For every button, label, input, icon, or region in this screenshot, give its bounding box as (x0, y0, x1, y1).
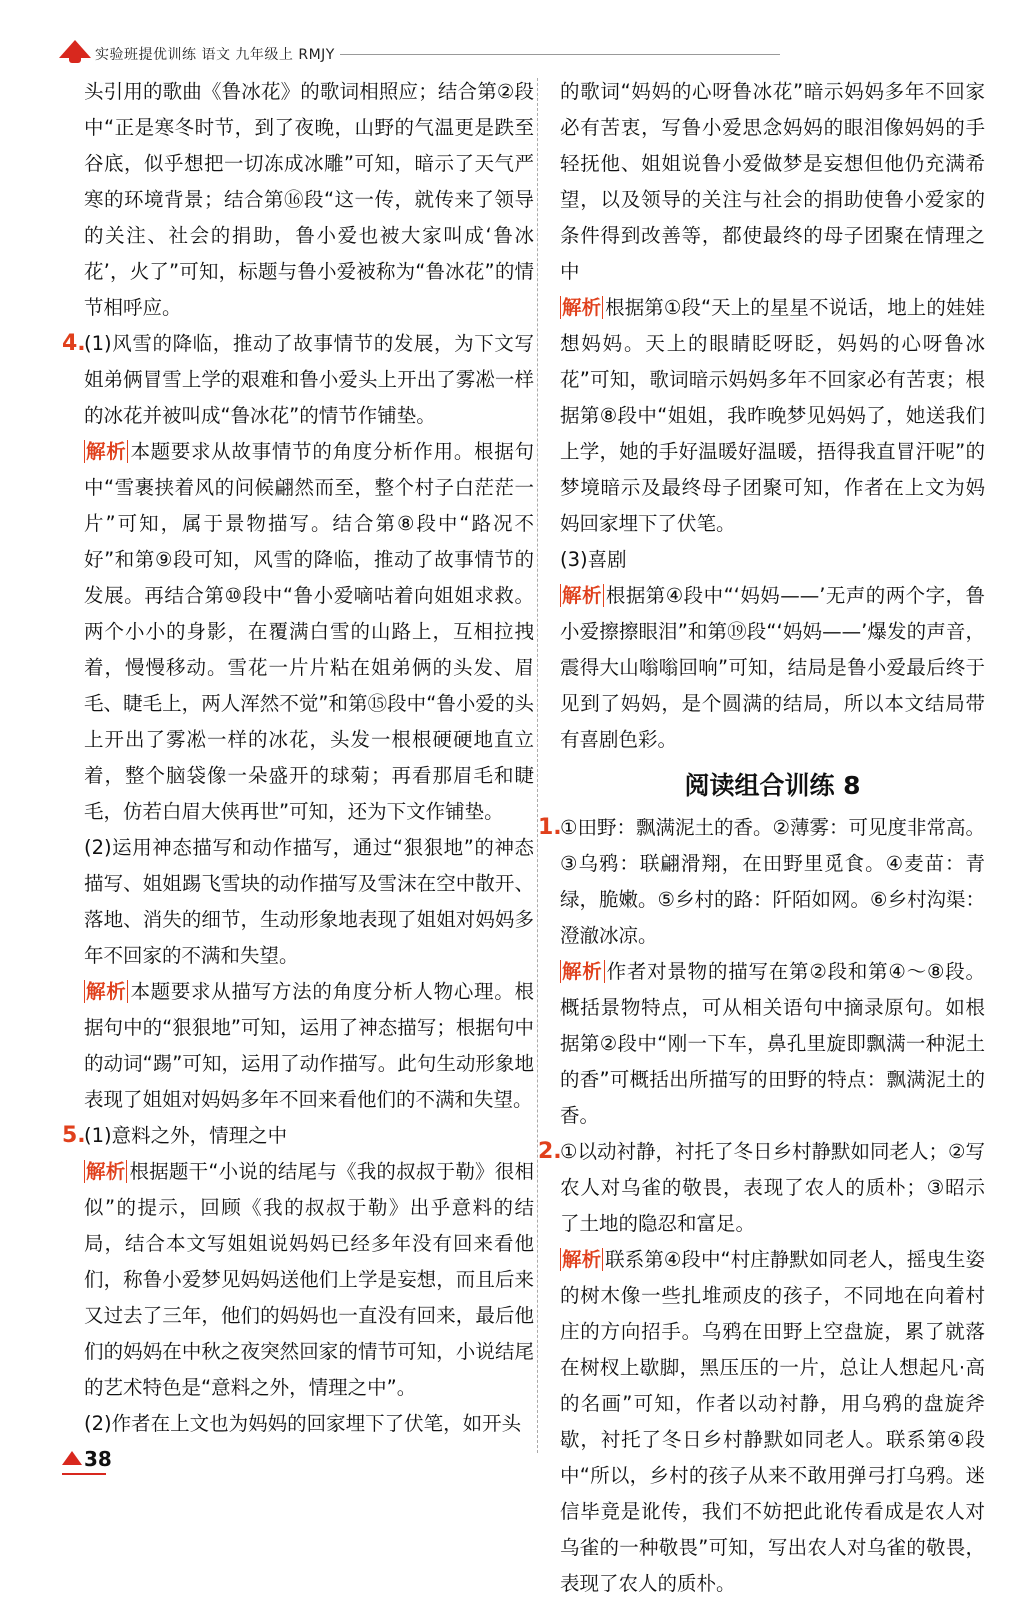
column-divider (537, 78, 538, 1453)
answer-text: (2)运用神态描写和动作描写，通过“狠狠地”的神态描写、姐姐踢飞雪块的动作描写及雪沫在空中散开、落地、消失的细节，生动形象地表现了姐姐对妈妈多年不回家的不满和失望。 (84, 836, 534, 967)
answer-text: (3)喜剧 (560, 548, 627, 571)
header-title: 实验班提优训练 语文 九年级上 RMJY (95, 47, 335, 63)
page-number-badge (62, 1447, 112, 1475)
analysis-text: 联系第④段中“村庄静默如同老人，摇曳生姿的树木像一些扎堆顽皮的孩子，不同地在向着村庄的方向招手。乌鸦在田野上空盘旋，累了就落在树杈上歇脚，黑压压的一片，总让人想起凡·高的名画”可知，作者以动衬静，用乌鸦的盘旋斧歇，衬托了冬日乡村静默如同老人。联系第④段中“所以，乡村的孩子从来不敢用弹弓打乌鸦。迷信毕竟是讹传，我们不妨把此讹传看成是农人对乌雀的一种敬畏”可知，写出农人对乌雀的敬畏，表现了农人的质朴。 (560, 1248, 985, 1595)
continued-paragraph: 的歌词“妈妈的心呀鲁冰花”暗示妈妈多年不回家必有苦衷，写鲁小爱思念妈妈的眼泪像妈妈的手轻抚他、姐姐说鲁小爱做梦是妄想但他仍充满希望，以及领导的关注与社会的捐助使鲁小爱家的条件得到改善等，都使最终的母子团聚在情理之中 (560, 80, 985, 283)
analysis-tag: 解析 (86, 440, 127, 463)
page-number: 38 (84, 1447, 112, 1471)
question-number: 2. (538, 1139, 562, 1164)
analysis-tag: 解析 (86, 980, 127, 1003)
answer-text: (1)风雪的降临，推动了故事情节的发展，为下文写姐弟俩冒雪上学的艰难和鲁小爱头上开出了雾凇一样的冰花并被叫成“鲁冰花”的情节作铺垫。 (84, 332, 534, 427)
question-4 (62, 326, 534, 434)
analysis-text: 根据第①段“天上的星星不说话，地上的娃娃想妈妈。天上的眼睛眨呀眨，妈妈的心呀鲁冰花”可知，歌词暗示妈妈多年不回家必有苦衷；根据第⑧段中“姐姐，我昨晚梦见妈妈了，她送我们上学，她的手好温暖好温暖，捂得我直冒汗呢”的梦境暗示及最终母子团聚可知，作者在上文为妈妈回家埋下了伏笔。 (560, 296, 985, 535)
section-title: 阅读组合训练 8 (684, 771, 861, 800)
analysis-paragraph (560, 1242, 985, 1602)
analysis-text: 根据题干“小说的结尾与《我的叔叔于勒》很相似”的提示，回顾《我的叔叔于勒》出乎意料的结局，结合本文写姐姐说妈妈已经多年没有回来看他们，称鲁小爱梦见妈妈送他们上学是妄想，而且后来又过去了三年，他们的妈妈也一直没有回来，最后他们的妈妈在中秋之夜突然回家的情节可知，小说结尾的艺术特色是“意料之外，情理之中”。 (84, 1160, 534, 1399)
analysis-paragraph (84, 974, 534, 1118)
analysis-tag: 解析 (562, 1248, 602, 1271)
answer-text: (2)作者在上文也为妈妈的回家埋下了伏笔，如开头 (84, 1412, 522, 1435)
analysis-paragraph (560, 290, 985, 542)
analysis-paragraph (560, 954, 985, 1134)
analysis-text: 根据第④段中“‘妈妈——’无声的两个字，鲁小爱擦擦眼泪”和第⑲段“‘妈妈——’爆发的声音，震得大山嗡嗡回响”可知，结局是鲁小爱最后终于见到了妈妈，是个圆满的结局，所以本文结局带有喜剧色彩。 (560, 584, 985, 751)
analysis-tag: 解析 (562, 296, 602, 319)
analysis-text: 本题要求从故事情节的角度分析作用。根据句中“雪裹挟着风的问候翩然而至，整个村子白茫茫一片”可知，属于景物描写。结合第⑧段中“路况不好”和第⑨段可知，风雪的降临，推动了故事情节的发展。再结合第⑩段中“鲁小爱嘀咕着向姐姐求救。两个小小的身影，在覆满白雪的山路上，互相拉拽着，慢慢移动。雪花一片片粘在姐弟俩的头发、眉毛、睫毛上，两人浑然不觉”和第⑮段中“鲁小爱的头上开出了雾凇一样的冰花，头发一根根硬硬地直立着，整个脑袋像一朵盛开的球菊；再看那眉毛和睫毛，仿若白眉大侠再世”可知，还为下文作铺垫。 (84, 440, 534, 823)
analysis-tag: 解析 (562, 584, 602, 607)
answer-text: (1)意料之外，情理之中 (84, 1124, 288, 1147)
question-number: 5. (62, 1123, 86, 1148)
question-number: 4. (62, 331, 86, 356)
answer-text: ①田野：飘满泥土的香。②薄雾：可见度非常高。③乌鸦：联翩滑翔，在田野里觅食。④麦苗：青绿，脆嫩。⑤乡村的路：阡陌如网。⑥乡村沟渠：澄澈冰凉。 (560, 816, 985, 947)
analysis-paragraph (84, 434, 534, 830)
question-1 (538, 810, 985, 954)
continued-paragraph: 头引用的歌曲《鲁冰花》的歌词相照应；结合第②段中“正是寒冬时节，到了夜晚，山野的气温更是跌至谷底，似乎想把一切冻成冰雕”可知，暗示了天气严寒的环境背景；结合第⑯段“这一传，就传来了领导的关注、社会的捐助，鲁小爱也被大家叫成‘鲁冰花’，火了”可知，标题与鲁小爱被称为“鲁冰花”的情节相呼应。 (84, 80, 534, 319)
answer-text: ①以动衬静，衬托了冬日乡村静默如同老人；②写农人对乌雀的敬畏，表现了农人的质朴；③昭示了土地的隐忍和富足。 (560, 1140, 985, 1235)
page-header (55, 40, 775, 70)
page-number-underline (62, 1473, 106, 1475)
analysis-paragraph (84, 1154, 534, 1406)
analysis-tag: 解析 (86, 1160, 126, 1183)
up-arrow-icon (62, 1451, 82, 1465)
analysis-text: 作者对景物的描写在第②段和第④～⑧段。概括景物特点，可从相关语句中摘录原句。如根据第②段中“刚一下车，鼻孔里旋即飘满一种泥土的香”可概括出所描写的田野的特点：飘满泥土的香。 (560, 960, 985, 1127)
question-2 (538, 1134, 985, 1242)
right-column (538, 74, 985, 1602)
question-number: 1. (538, 815, 562, 840)
analysis-paragraph (560, 578, 985, 758)
left-column (62, 74, 534, 1442)
graduation-cap-icon (59, 40, 91, 58)
question-5 (62, 1118, 534, 1154)
analysis-text: 本题要求从描写方法的角度分析人物心理。根据句中的“狠狠地”可知，运用了神态描写；根据句中的动词“踢”可知，运用了动作描写。此句生动形象地表现了姐姐对妈妈多年不回来看他们的不满和失望。 (84, 980, 534, 1111)
header-rule (340, 54, 780, 55)
analysis-tag: 解析 (562, 960, 603, 983)
